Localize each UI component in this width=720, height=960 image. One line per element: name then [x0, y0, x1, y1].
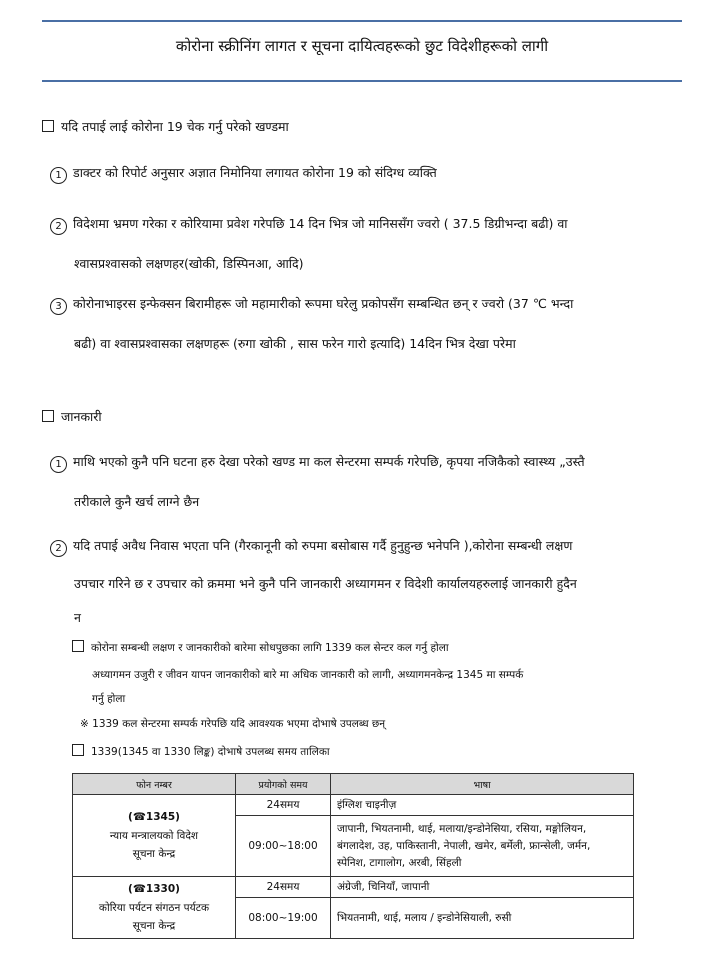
column-header-phone: फोन नम्बर — [73, 774, 236, 795]
column-header-language: भाषा — [331, 774, 634, 795]
title-rule — [42, 80, 682, 82]
checkbox-icon — [42, 410, 54, 422]
section-heading-text: यदि तपाई लाई कोरोना 19 चेक गर्नु परेको खण्डमा — [61, 119, 289, 134]
table-row — [73, 795, 634, 816]
language-cell — [331, 816, 634, 877]
list-item — [50, 453, 585, 473]
checkbox-icon — [72, 640, 84, 652]
schedule-heading — [72, 744, 330, 759]
list-item-text: यदि तपाई अवैध निवास भएता पनि (गैरकानूनी को रुपमा बसोबास गर्दै हुनुहुन्छ भनेपनि ),कोरोना सम्बन्धी लक्षण — [73, 538, 573, 553]
table-row — [73, 877, 634, 898]
org-name: सूचना केन्द्र — [132, 847, 176, 860]
list-item — [50, 215, 568, 235]
phone-number: (☎1330) — [128, 882, 180, 895]
list-item — [50, 164, 437, 184]
list-item-continuation: उपचार गरिने छ र उपचार को क्रममा भने कुनै पनि जानकारी अध्यागमन र विदेशी कार्यालयहरुलाई जानकारी हुदैन — [74, 576, 577, 591]
callcenter-note-text: कोरोना सम्बन्धी लक्षण र जानकारीको बारेमा सोधपुछका लागि 1339 कल सेन्टर कल गर्नु होला — [91, 642, 449, 654]
section-heading-text: जानकारी — [61, 409, 102, 424]
language-text: अंग्रेजी, चिनियाँ, जापानी — [337, 881, 430, 893]
time-cell: 24समय — [236, 877, 331, 898]
list-item — [50, 537, 572, 557]
list-item-text: माथि भएको कुनै पनि घटना हरु देखा परेको खण्ड मा कल सेन्टरमा सम्पर्क गरेपछि, कृपया नजिकैको स्वास्थ्य „उस्तै — [73, 454, 585, 469]
circled-number-icon: 2 — [50, 218, 67, 235]
schedule-heading-text: 1339(1345 वा 1330 लिङ्क) दोभाषे उपलब्ध समय तालिका — [91, 746, 330, 758]
interpreter-schedule-table — [72, 773, 634, 939]
list-item-continuation: तरीकाले कुनै खर्च लाग्ने छैन — [74, 494, 200, 509]
immigration-note-continuation: गर्नु होला — [92, 693, 126, 705]
phone-cell — [73, 877, 236, 939]
language-text: इंग्लिश चाइनीज़ — [337, 799, 397, 811]
time-cell: 08:00~19:00 — [236, 898, 331, 939]
list-item-continuation: न — [74, 610, 81, 625]
language-text: बंगलादेश, उह, पाकिस्तानी, नेपाली, खमेर, बर्मेली, फ्रान्सेली, जर्मन, — [337, 839, 591, 852]
checkbox-icon — [42, 120, 54, 132]
table-header-row — [73, 774, 634, 795]
circled-number-icon: 3 — [50, 298, 67, 315]
list-item-text: कोरोनाभाइरस इन्फेक्सन बिरामीहरू जो महामारीको रूपमा घरेलु प्रकोपसँग सम्बन्धित छन् र ज्वरो (37 ℃ भन्दा — [73, 296, 574, 311]
list-item-continuation: बढी) वा श्वासप्रश्वासका लक्षणहरू (रुगा खोकी , सास फरेन गारो इत्यादि) 14दिन भित्र देखा परेमा — [74, 336, 516, 351]
org-name: न्याय मन्त्रालयको विदेश — [109, 829, 199, 842]
column-header-time: प्रयोगको समय — [236, 774, 331, 795]
list-item — [50, 295, 573, 315]
list-item-text: डाक्टर को रिपोर्ट अनुसार अज्ञात निमोनिया लगायत कोरोना 19 को संदिग्ध व्यक्ति — [73, 165, 437, 180]
circled-number-icon: 2 — [50, 540, 67, 557]
section-heading-screening — [42, 118, 289, 135]
language-cell — [331, 877, 634, 898]
checkbox-icon — [72, 744, 84, 756]
section-heading-info — [42, 408, 102, 425]
page-title: कोरोना स्क्रीनिंग लागत र सूचना दायित्वहरूको छुट विदेशीहरूको लागी — [175, 37, 549, 55]
language-cell — [331, 795, 634, 816]
time-cell: 24समय — [236, 795, 331, 816]
phone-number: (☎1345) — [128, 810, 180, 823]
top-rule — [42, 20, 682, 22]
list-item-text: विदेशमा भ्रमण गरेका र कोरियामा प्रवेश गरेपछि 14 दिन भित्र जो मानिससँग ज्वरो ( 37.5 डिग्रीभन्दा बढी) वा — [73, 216, 568, 231]
immigration-note: अध्यागमन उजुरी र जीवन यापन जानकारीको बारे मा अधिक जानकारी को लागी, अध्यागमनकेन्द्र 1345 मा सम्पर्क — [92, 669, 524, 681]
language-text: जापानी, भियतनामी, थाई, मलाया/इन्डोनेसिया, रसिया, मङ्गोलियन, — [337, 822, 587, 835]
language-text: स्पेनिश, टागालोग, अरबी, सिंहली — [337, 856, 462, 869]
interpreter-note: ※ 1339 कल सेन्टरमा सम्पर्क गरेपछि यदि आवश्यक भएमा दोभाषे उपलब्ध छन् — [80, 718, 386, 730]
org-name: सूचना केन्द्र — [132, 919, 176, 932]
circled-number-icon: 1 — [50, 456, 67, 473]
language-text: भियतनामी, थाई, मलाय / इन्डोनेसियाली, रुसी — [337, 912, 512, 924]
phone-cell — [73, 795, 236, 877]
circled-number-icon: 1 — [50, 167, 67, 184]
time-cell: 09:00~18:00 — [236, 816, 331, 877]
org-name: कोरिया पर्यटन संगठन पर्यटक — [98, 901, 210, 914]
list-item-continuation: श्वासप्रश्वासको लक्षणहर(खोकी, डिस्पिनआ, आदि) — [74, 256, 304, 271]
language-cell — [331, 898, 634, 939]
callcenter-note — [72, 640, 449, 655]
